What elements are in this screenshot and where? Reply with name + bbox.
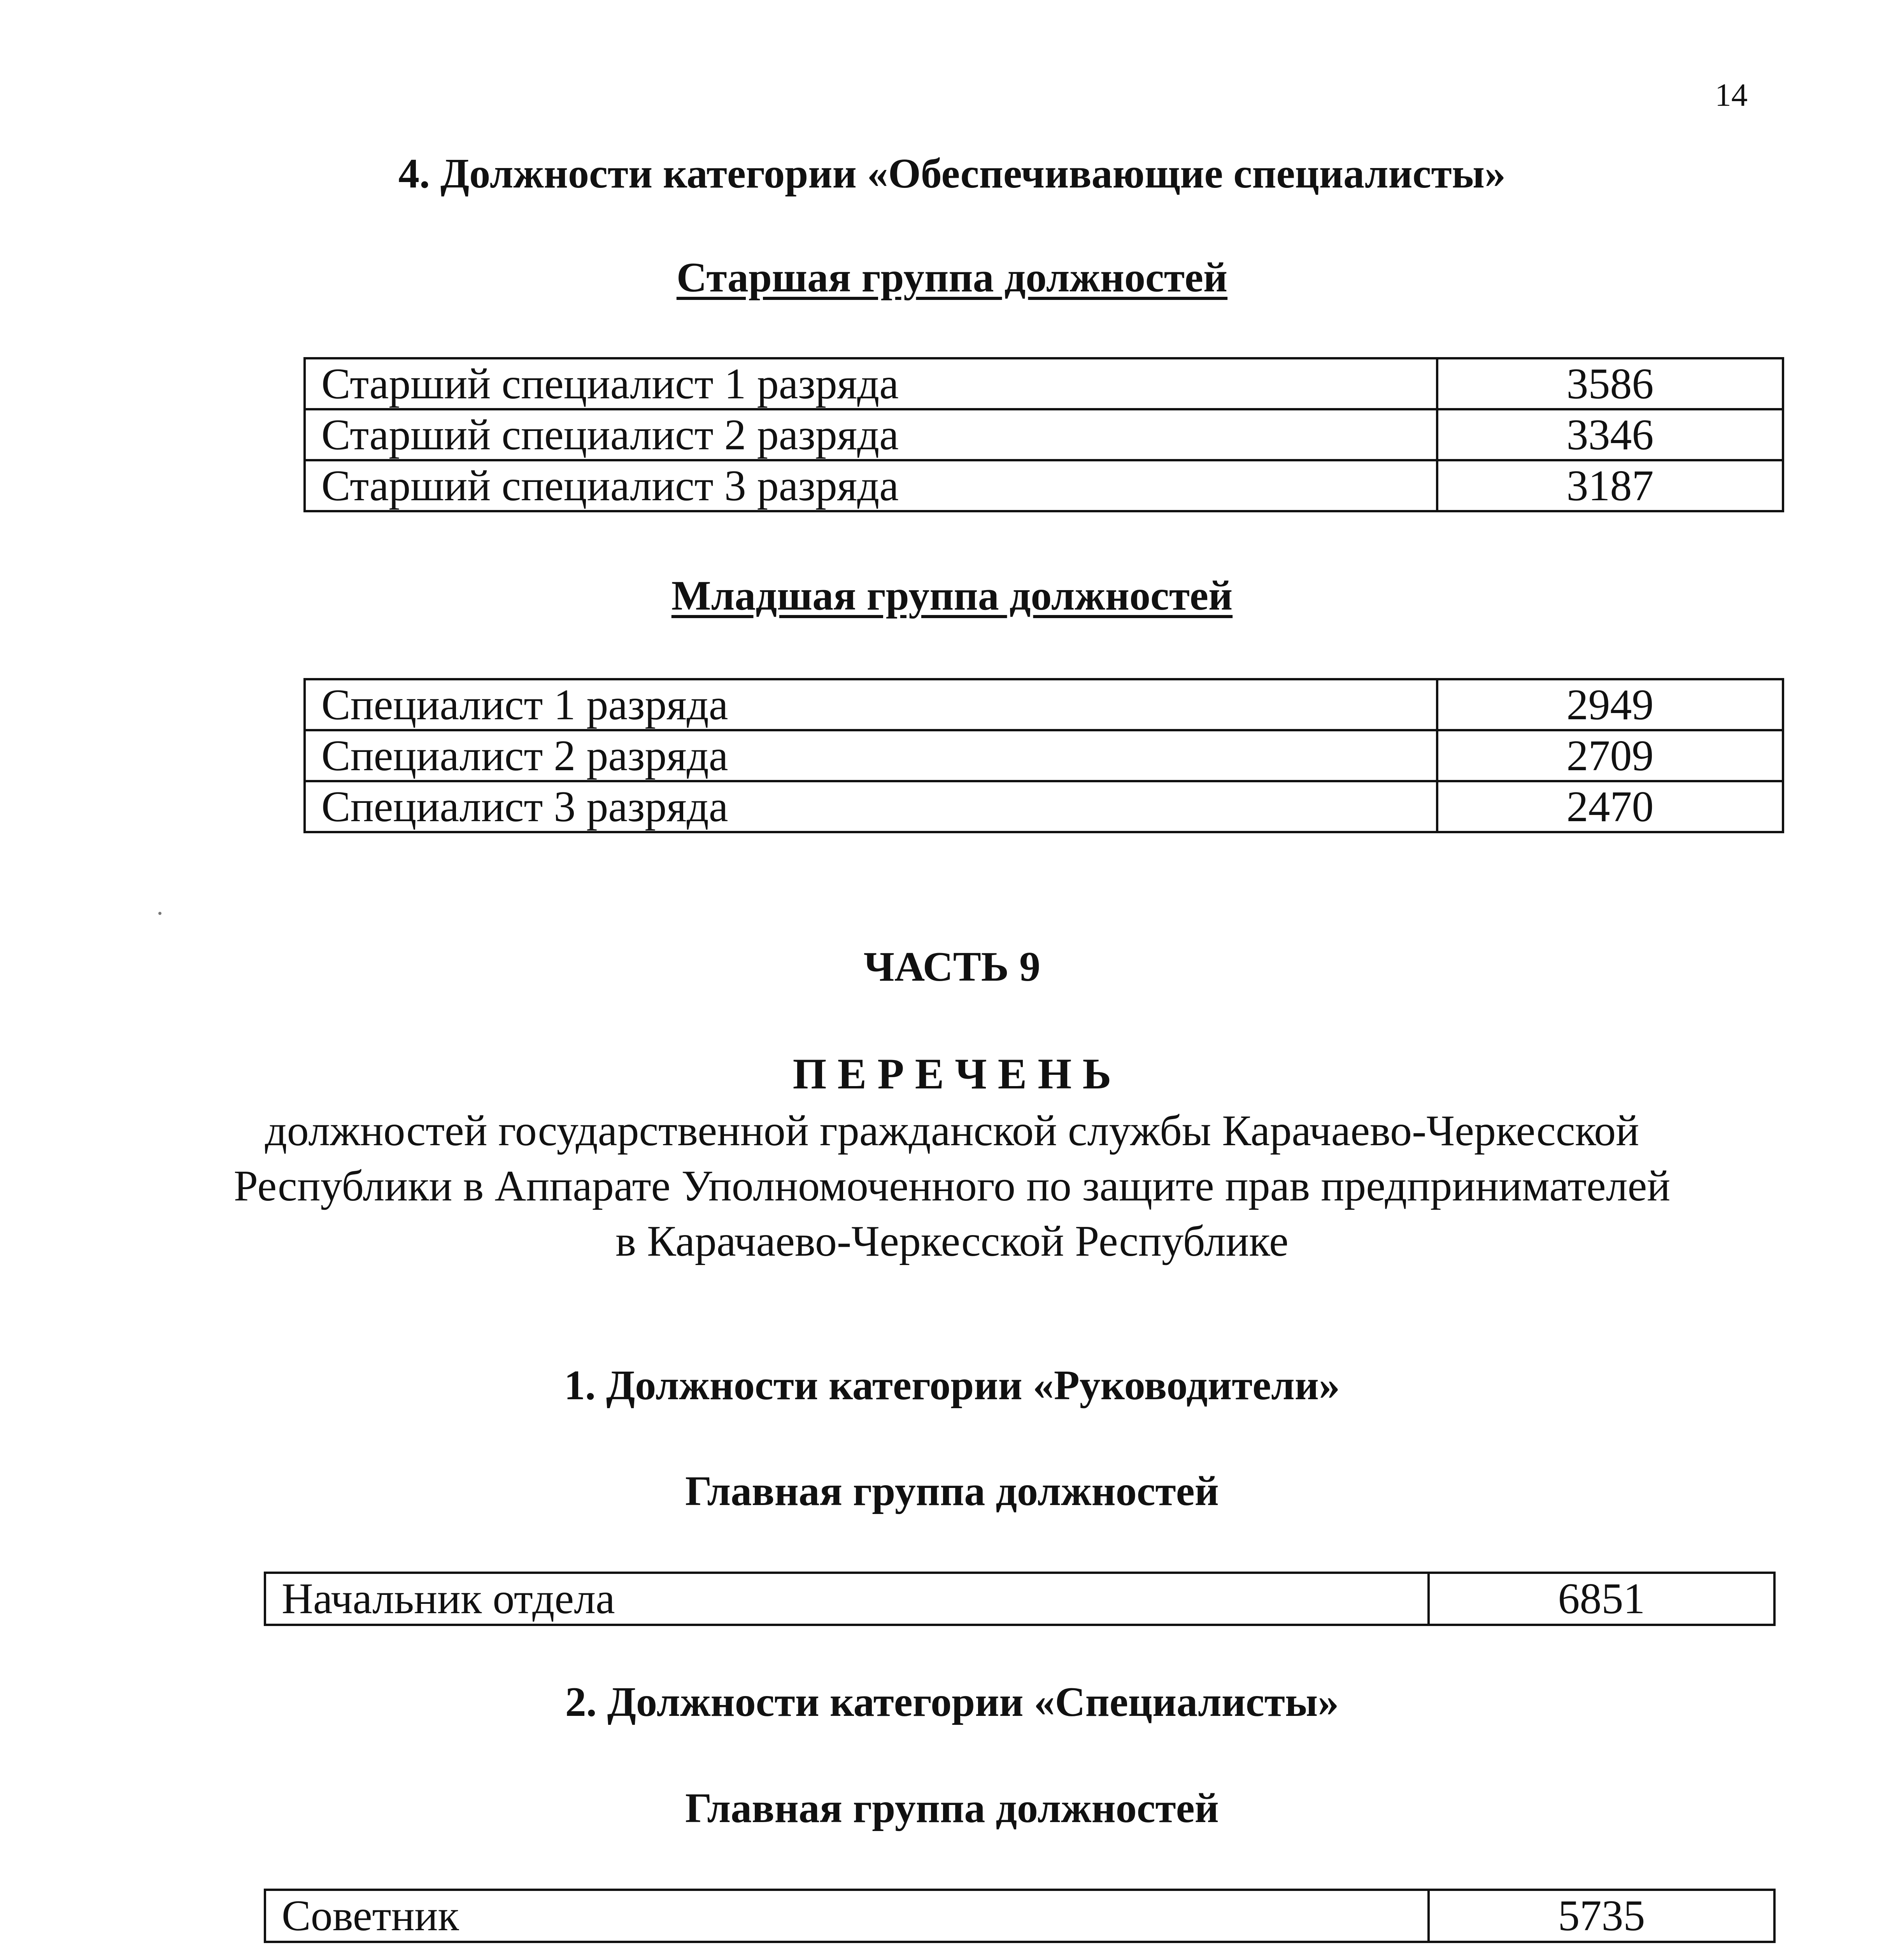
cat1-main-group-table (264, 1572, 1776, 1626)
category-2-title: 2. Должности категории «Специалисты» (565, 1679, 1339, 1725)
page-number: 14 (1715, 77, 1748, 113)
junior-group-table (303, 678, 1784, 833)
senior-group-table (303, 357, 1784, 512)
position-name: Советник (265, 1890, 1429, 1942)
description-line: должностей государственной гражданской службы Карачаево-Черкесской (265, 1107, 1639, 1155)
cat1-main-group-title: Главная группа должностей (685, 1468, 1219, 1514)
position-name: Специалист 3 разряда (305, 781, 1437, 832)
table-row (305, 409, 1783, 460)
position-name: Старший специалист 1 разряда (305, 358, 1437, 409)
senior-group-title: Старшая группа должностей (676, 254, 1228, 301)
position-name: Специалист 1 разряда (305, 679, 1437, 730)
table-row (305, 358, 1783, 409)
salary-value: 2949 (1437, 679, 1783, 730)
position-name: Начальник отдела (265, 1573, 1429, 1625)
list-title: П Е Р Е Ч Е Н Ь (792, 1050, 1112, 1098)
table-row (305, 781, 1783, 832)
salary-value: 3187 (1437, 460, 1783, 511)
list-description (0, 1103, 1904, 1269)
description-line: Республики в Аппарате Уполномоченного по защите прав предпринимателей (233, 1162, 1671, 1210)
cat2-main-group-table (264, 1889, 1776, 1943)
cat2-main-group-title: Главная группа должностей (685, 1785, 1219, 1831)
table-row (305, 679, 1783, 730)
description-line: в Карачаево-Черкесской Республике (615, 1217, 1289, 1265)
salary-value: 5735 (1429, 1890, 1774, 1942)
table-row (305, 730, 1783, 781)
salary-value: 2470 (1437, 781, 1783, 832)
junior-group-title: Младшая группа должностей (671, 573, 1233, 619)
salary-value: 3346 (1437, 409, 1783, 460)
scan-speck (158, 912, 161, 915)
position-name: Старший специалист 3 разряда (305, 460, 1437, 511)
section-4-title: 4. Должности категории «Обеспечивающие специалисты» (398, 151, 1506, 197)
salary-value: 3586 (1437, 358, 1783, 409)
table-row (305, 460, 1783, 511)
salary-value: 6851 (1429, 1573, 1774, 1625)
salary-value: 2709 (1437, 730, 1783, 781)
position-name: Старший специалист 2 разряда (305, 409, 1437, 460)
position-name: Специалист 2 разряда (305, 730, 1437, 781)
category-1-title: 1. Должности категории «Руководители» (564, 1362, 1340, 1409)
table-row (265, 1890, 1774, 1942)
table-row (265, 1573, 1774, 1625)
part-title: ЧАСТЬ 9 (863, 944, 1041, 990)
